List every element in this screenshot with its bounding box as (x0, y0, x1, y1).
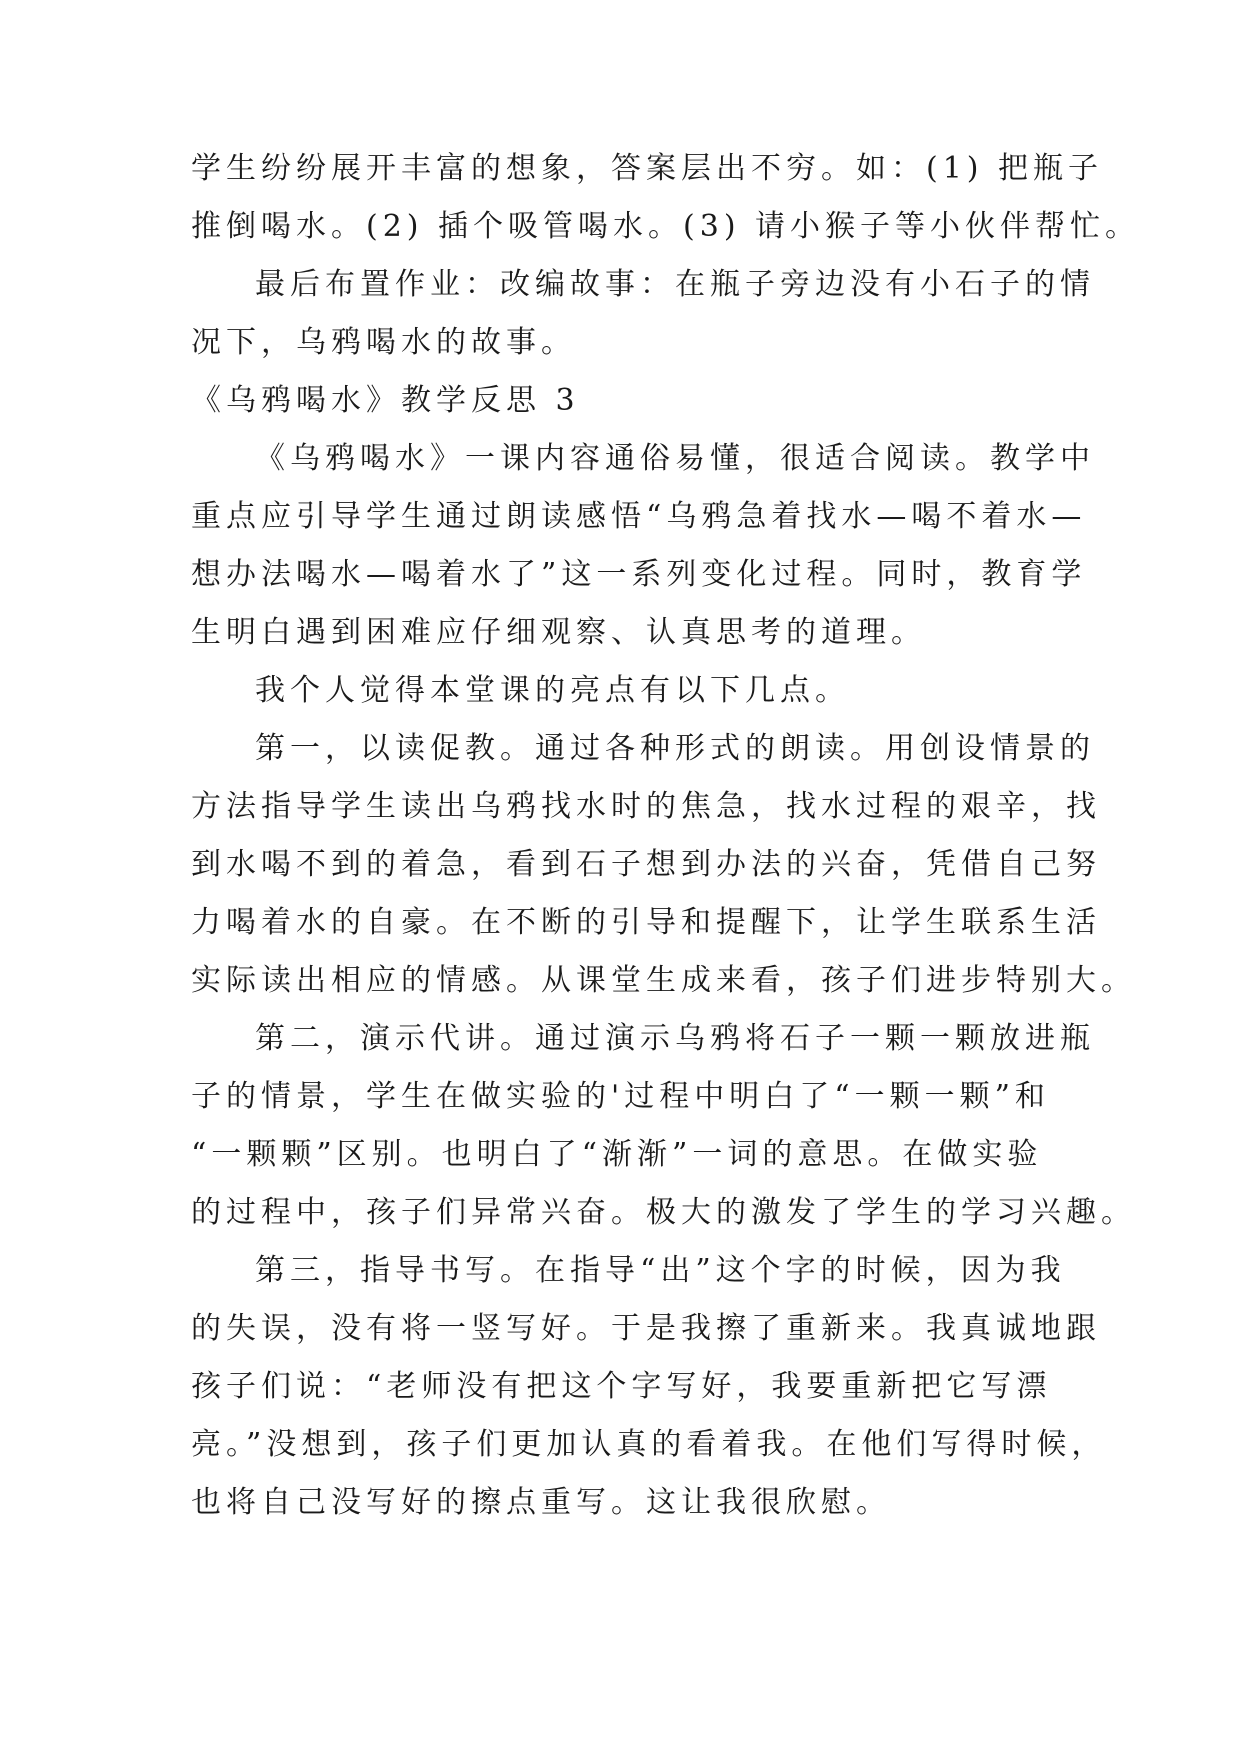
text-line: 生明白遇到困难应仔细观察、认真思考的道理。 (191, 615, 926, 650)
text-line: 推倒喝水。(2) 插个吸管喝水。(3) 请小猴子等小伙伴帮忙。 (191, 209, 1141, 244)
text-line: 子的情景，学生在做实验的'过程中明白了“一颗一颗”和 (191, 1079, 1050, 1114)
text-line: 的失误，没有将一竖写好。于是我擦了重新来。我真诚地跟 (191, 1311, 1101, 1346)
text-line: 想办法喝水—喝着水了”这一系列变化过程。同时，教育学 (191, 557, 1087, 592)
text-line: 第一，以读促教。通过各种形式的朗读。用创设情景的 (255, 731, 1095, 766)
text-line: 最后布置作业：改编故事：在瓶子旁边没有小石子的情 (255, 267, 1095, 302)
text-line: 孩子们说：“老师没有把这个字写好，我要重新把它写漂 (191, 1369, 1052, 1404)
section-heading: 《乌鸦喝水》教学反思 3 (191, 383, 580, 418)
text-line: 也将自己没写好的擦点重写。这让我很欣慰。 (191, 1485, 891, 1520)
text-line: 况下，乌鸦喝水的故事。 (191, 325, 576, 360)
text-line: “一颗颗”区别。也明白了“渐渐”一词的意思。在做实验 (191, 1137, 1043, 1172)
text-line: 第二，演示代讲。通过演示乌鸦将石子一颗一颗放进瓶 (255, 1021, 1095, 1056)
text-line: 实际读出相应的情感。从课堂生成来看，孩子们进步特别大。 (191, 963, 1136, 998)
text-line: 第三，指导书写。在指导“出”这个字的时候，因为我 (255, 1253, 1066, 1288)
text-line: 亮。”没想到，孩子们更加认真的看着我。在他们写得时候， (191, 1427, 1107, 1462)
text-line: 学生纷纷展开丰富的想象，答案层出不穷。如：(1) 把瓶子 (191, 151, 1104, 186)
text-line: 《乌鸦喝水》一课内容通俗易懂，很适合阅读。教学中 (255, 441, 1095, 476)
text-line: 力喝着水的自豪。在不断的引导和提醒下，让学生联系生活 (191, 905, 1101, 940)
text-line: 的过程中，孩子们异常兴奋。极大的激发了学生的学习兴趣。 (191, 1195, 1136, 1230)
text-line: 重点应引导学生通过朗读感悟“乌鸦急着找水—喝不着水— (191, 499, 1087, 534)
text-line: 方法指导学生读出乌鸦找水时的焦急，找水过程的艰辛，找 (191, 789, 1101, 824)
document-body (191, 140, 1141, 1532)
text-line: 我个人觉得本堂课的亮点有以下几点。 (255, 673, 850, 708)
text-line: 到水喝不到的着急，看到石子想到办法的兴奋，凭借自己努 (191, 847, 1101, 882)
